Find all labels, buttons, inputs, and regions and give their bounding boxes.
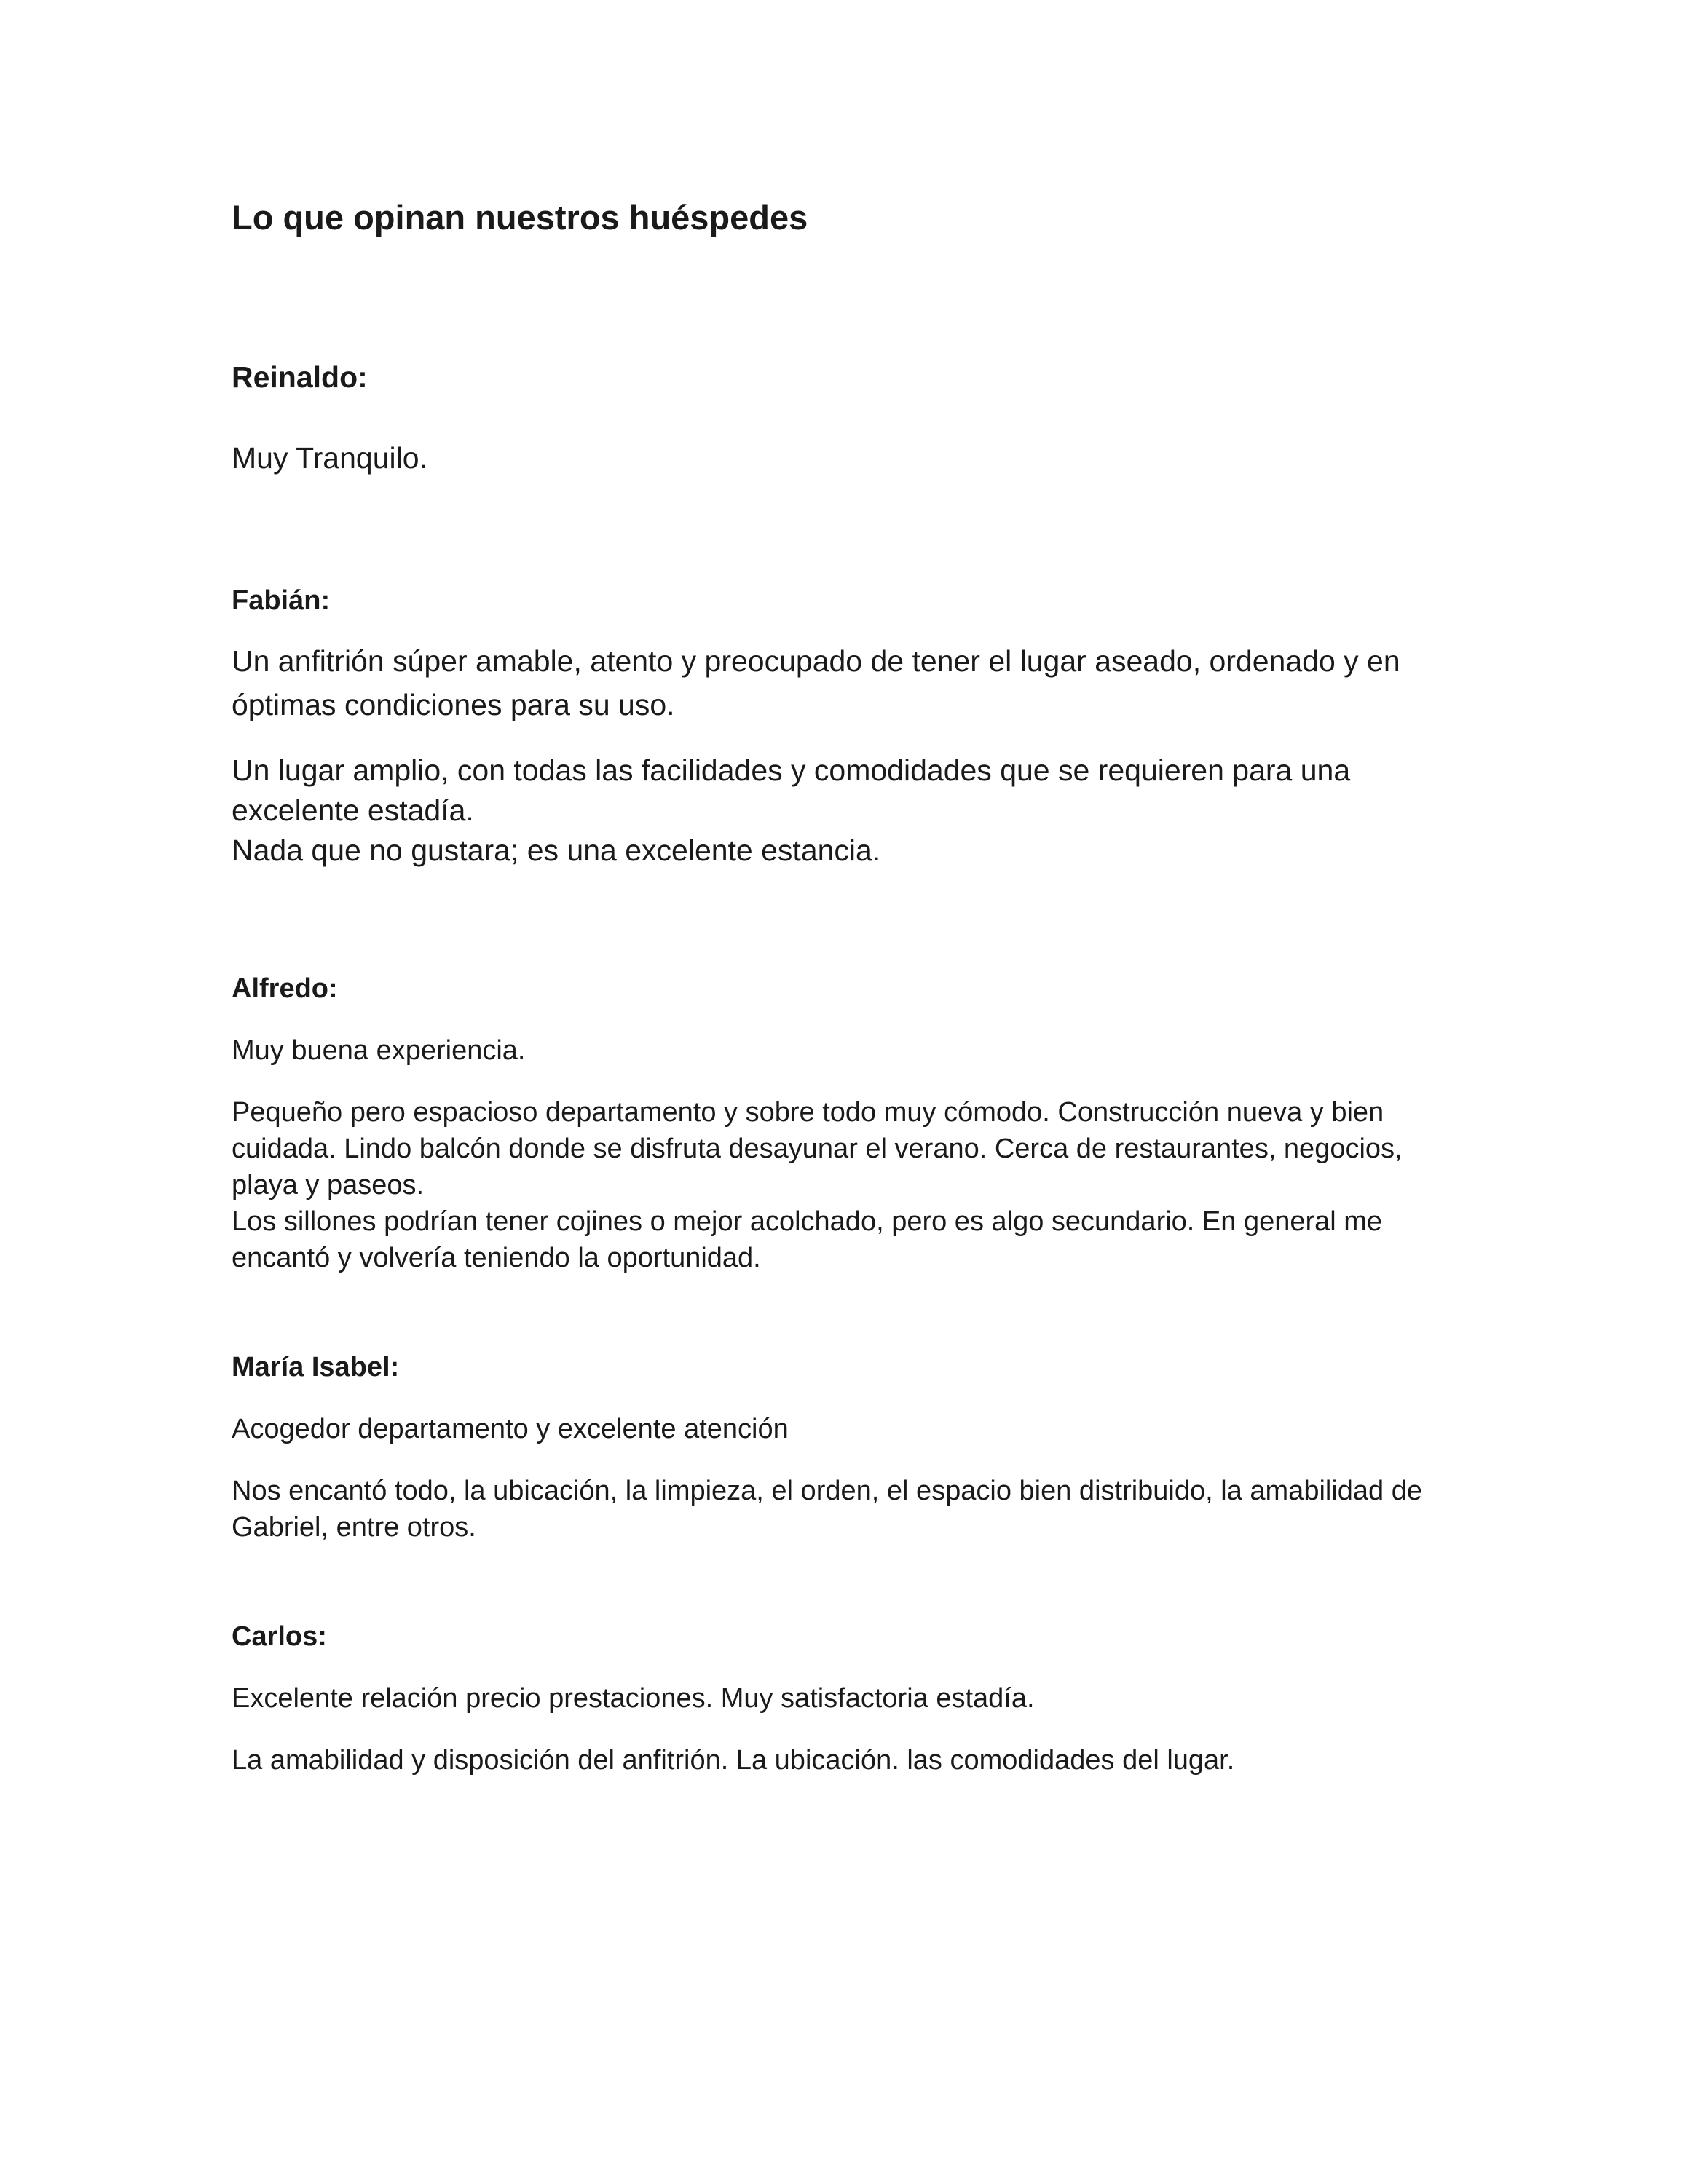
review-text-reinaldo-line-1: Muy Tranquilo. — [232, 441, 427, 475]
review-text-maria-isabel-line-2: Nos encantó todo, la ubicación, la limpieza, el orden, el espacio bien distribuido, la amabilidad de — [232, 1476, 1423, 1506]
review-text-fabian-line-3: Un lugar amplio, con todas las facilidades y comodidades que se requieren para una — [232, 753, 1351, 787]
page-title: Lo que opinan nuestros huéspedes — [232, 198, 808, 237]
reviewer-name-maria-isabel: María Isabel: — [232, 1352, 400, 1382]
review-text-alfredo-line-4: playa y paseos. — [232, 1170, 425, 1200]
reviewer-name-fabian: Fabián: — [232, 585, 331, 616]
review-text-carlos-line-2: La amabilidad y disposición del anfitrión. La ubicación. las comodidades del lugar. — [232, 1745, 1235, 1776]
review-text-maria-isabel-line-3: Gabriel, entre otros. — [232, 1512, 476, 1543]
review-text-alfredo-line-3: cuidada. Lindo balcón donde se disfruta desayunar el verano. Cerca de restaurantes, negocios, — [232, 1133, 1403, 1164]
review-text-alfredo-line-2: Pequeño pero espacioso departamento y sobre todo muy cómodo. Construcción nueva y bien — [232, 1097, 1384, 1128]
review-text-alfredo-line-1: Muy buena experiencia. — [232, 1035, 526, 1066]
review-text-fabian-line-2: óptimas condiciones para su uso. — [232, 688, 675, 721]
review-text-maria-isabel-line-1: Acogedor departamento y excelente atención — [232, 1414, 789, 1444]
review-text-alfredo-line-6: encantó y volvería teniendo la oportunidad. — [232, 1243, 761, 1273]
review-text-fabian-line-5: Nada que no gustara; es una excelente estancia. — [232, 834, 881, 867]
review-text-fabian-line-1: Un anfitrión súper amable, atento y preocupado de tener el lugar aseado, ordenado y en — [232, 644, 1400, 678]
review-text-carlos-line-1: Excelente relación precio prestaciones. Muy satisfactoria estadía. — [232, 1683, 1035, 1714]
reviewer-name-alfredo: Alfredo: — [232, 973, 338, 1004]
reviewer-name-reinaldo: Reinaldo: — [232, 360, 368, 394]
reviewer-name-carlos: Carlos: — [232, 1621, 327, 1652]
review-text-alfredo-line-5: Los sillones podrían tener cojines o mejor acolchado, pero es algo secundario. En general me — [232, 1206, 1383, 1237]
review-text-fabian-line-4: excelente estadía. — [232, 794, 474, 827]
